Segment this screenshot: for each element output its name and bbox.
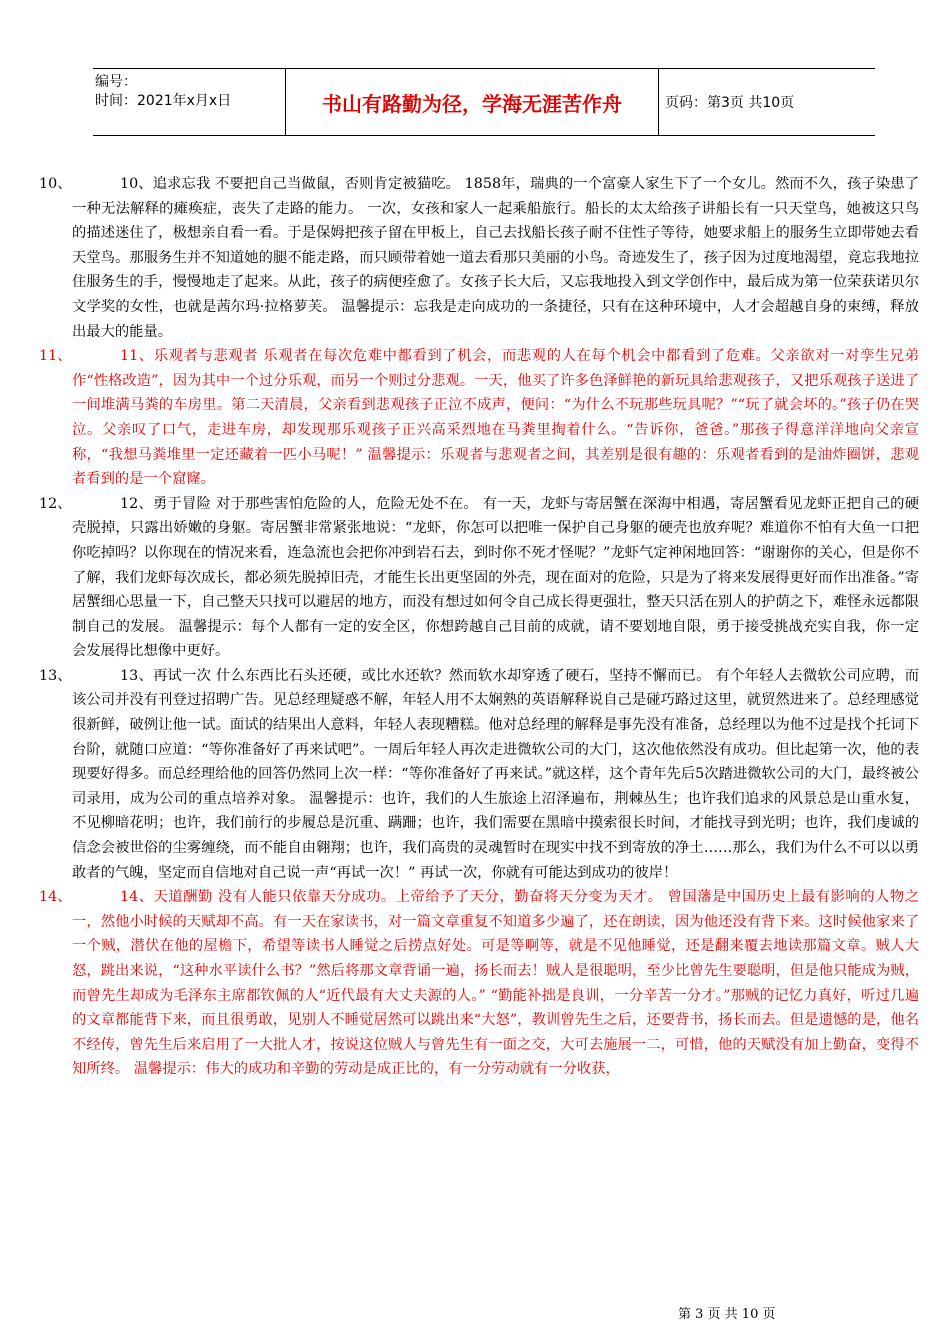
page-info: 页码：第3页 共10页 (665, 95, 795, 111)
item-number: 12、 (39, 495, 72, 512)
page-footer: 第 3 页 共 10 页 (678, 1307, 776, 1322)
item-text: 11、乐观者与悲观者 乐观者在每次危难中都看到了机会，而悲观的人在每个机会中都看到了危难。父亲欲对一对孪生兄弟作“性格改造”，因为其中一个过分乐观，而另一个则过分悲观。一天，他买了许多色泽鲜艳的新玩具给悲观孩子，又把乐观孩子送进了一间堆满马粪的车房里。第二天清晨，父亲看到悲观孩子正泣不成声，便问：“为什么不玩那些玩具呢？”“玩了就会坏的。”孩子仍在哭泣。父亲叹了口气，走进车房，却发现那乐观孩子正兴高采烈地在马粪里掏着什么。“告诉你，爸爸。”那孩子得意洋洋地向父亲宣称，“我想马粪堆里一定还藏着一匹小马呢！” 温馨提示：乐观者与悲观者之间，其差别是很有趣的：乐观者看到的是油炸圈饼，悲观者看到的是一个窟窿。 (72, 348, 919, 488)
motto: 书山有路勤为径，学海无涯苦作舟 (286, 69, 659, 135)
list-item (39, 344, 919, 492)
number-label: 编号： (95, 74, 137, 90)
item-number: 11、 (39, 348, 72, 365)
list-item (39, 885, 919, 1082)
item-number: 14、 (39, 889, 72, 906)
item-number: 13、 (39, 667, 72, 684)
list-item (39, 492, 919, 664)
list-item (39, 172, 919, 344)
document-body (39, 172, 919, 1082)
item-number: 10、 (39, 176, 72, 192)
list-item (39, 664, 919, 885)
header-left-cell (93, 69, 286, 135)
item-text: 14、天道酬勤 没有人能只依靠天分成功。上帝给予了天分，勤奋将天分变为天才。 曾国藩是中国历史上最有影响的人物之一，然他小时候的天赋却不高。有一天在家读书，对一篇文章重复不知道多少遍了，还在朗读，因为他还没有背下来。这时候他家来了一个贼，潜伏在他的屋檐下，希望等读书人睡觉之后捞点好处。可是等啊等，就是不见他睡觉，还是翻来覆去地读那篇文章。贼人大怒，跳出来说，“这种水平读什么书？”然后将那文章背诵一遍，扬长而去！贼人是很聪明，至少比曾先生要聪明，但是他只能成为贼，而曾先生却成为毛泽东主席都钦佩的人“近代最有大丈夫源的人。” “勤能补拙是良训，一分辛苦一分才。”那贼的记忆力真好，听过几遍的文章都能背下来，而且很勇敢，见别人不睡觉居然可以跳出来“大怒”，教训曾先生之后，还要背书，扬长而去。但是遗憾的是，他名不经传，曾先生后来启用了一大批人才，按说这位贼人与曾先生有一面之交，大可去施展一二，可惜，他的天赋没有加上勤奋，变得不知所终。 温馨提示：伟大的成功和辛勤的劳动是成正比的，有一分劳动就有一分收获， (72, 889, 919, 1078)
time-label: 时间：2021年x月x日 (95, 93, 232, 109)
page-header (93, 68, 875, 136)
item-text: 10、追求忘我 不要把自己当做鼠，否则肯定被猫吃。 1858年，瑞典的一个富豪人家生下了一个女儿。然而不久，孩子染患了一种无法解释的瘫痪症，丧失了走路的能力。 一次，女孩和家人一起乘船旅行。船长的太太给孩子讲船长有一只天堂鸟，她被这只鸟的描述迷住了，极想亲自看一看。于是保姆把孩子留在甲板上，自己去找船长孩子耐不住性子等待，她要求船上的服务生立即带她去看天堂鸟。那服务生并不知道她的腿不能走路，而只顾带着她一道去看那只美丽的小鸟。奇迹发生了，孩子因为过度地渴望，竟忘我地拉住服务生的手，慢慢地走了起来。从此，孩子的病便痊愈了。女孩子长大后，又忘我地投入到文学创作中，最后成为第一位荣获诺贝尔文学奖的女性，也就是茜尔玛·拉格萝芙。 温馨提示：忘我是走向成功的一条捷径，只有在这种环境中，人才会超越自身的束缚，释放出最大的能量。 (72, 176, 919, 340)
item-text: 13、再试一次 什么东西比石头还硬，或比水还软？然而软水却穿透了硬石，坚持不懈而已。 有个年轻人去微软公司应聘，而该公司并没有刊登过招聘广告。见总经理疑惑不解，年轻人用不太娴熟的英语解释说自己是碰巧路过这里，就贸然进来了。总经理感觉很新鲜，破例让他一试。面试的结果出人意料，年轻人表现糟糕。他对总经理的解释是事先没有准备，总经理以为他不过是找个托词下台阶，就随口应道：“等你准备好了再来试吧”。一周后年轻人再次走进微软公司的大门，这次他依然没有成功。但比起第一次，他的表现要好得多。而总经理给他的回答仍然同上次一样：“等你准备好了再来试。”就这样，这个青年先后5次踏进微软公司的大门，最终被公司录用，成为公司的重点培养对象。 温馨提示：也许，我们的人生旅途上沼泽遍布，荆棘丛生；也许我们追求的风景总是山重水复，不见柳暗花明；也许，我们前行的步履总是沉重、蹒跚；也许，我们需要在黑暗中摸索很长时间，才能找寻到光明；也许，我们虔诚的信念会被世俗的尘雾缠绕，而不能自由翱翔；也许，我们高贵的灵魂暂时在现实中找不到寄放的净土……那么，我们为什么不可以以勇敢者的气魄，坚定而自信地对自己说一声“再试一次！” 再试一次，你就有可能达到成功的彼岸！ (72, 667, 919, 881)
item-text: 12、勇于冒险 对于那些害怕危险的人，危险无处不在。 有一天，龙虾与寄居蟹在深海中相遇，寄居蟹看见龙虾正把自己的硬壳脱掉，只露出娇嫩的身躯。寄居蟹非常紧张地说：“龙虾，你怎可以把唯一保护自己身躯的硬壳也放弃呢？难道你不怕有大鱼一口把你吃掉吗？以你现在的情况来看，连急流也会把你冲到岩石去，到时你不死才怪呢？”龙虾气定神闲地回答：“谢谢你的关心，但是你不了解，我们龙虾每次成长，都必须先脱掉旧壳，才能生长出更坚固的外壳，现在面对的危险，只是为了将来发展得更好而作出准备。”寄居蟹细心思量一下，自己整天只找可以避居的地方，而没有想过如何令自己成长得更强壮，整天只活在别人的护荫之下，难怪永远都限制自己的发展。 温馨提示：每个人都有一定的安全区，你想跨越自己目前的成就，请不要划地自限，勇于接受挑战充实自我，你一定会发展得比想像中更好。 (72, 495, 919, 660)
